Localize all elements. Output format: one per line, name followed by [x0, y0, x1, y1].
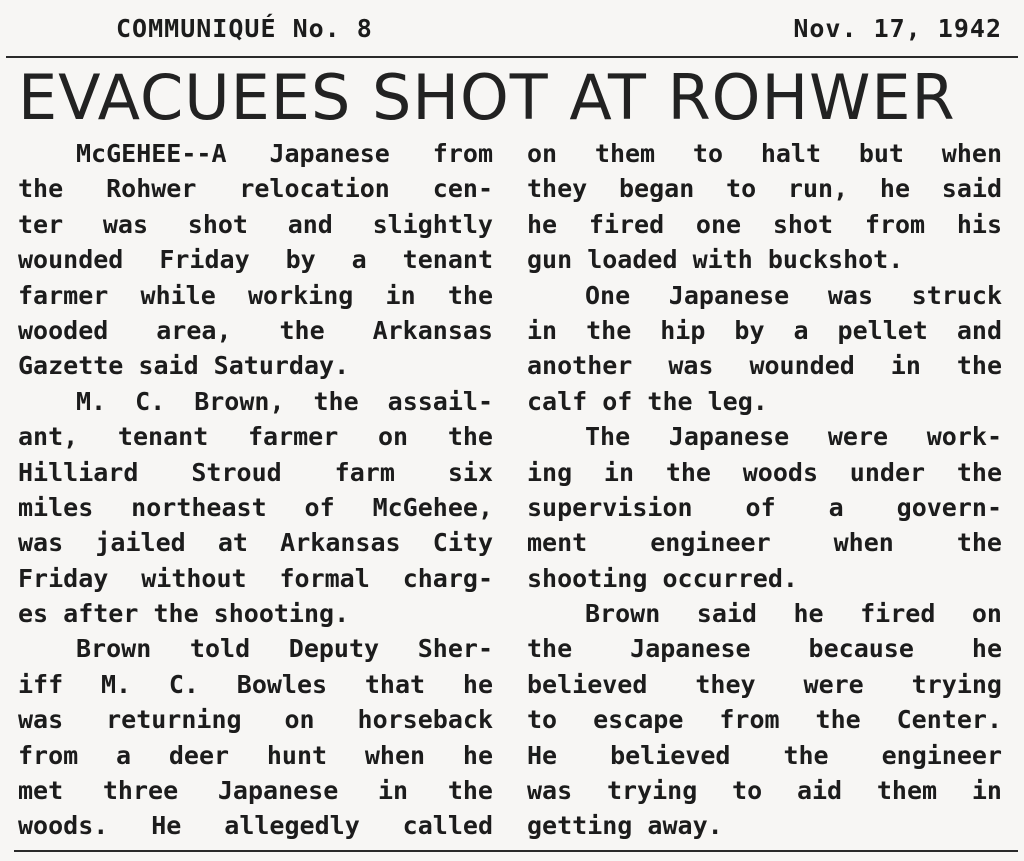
article-line: on them to halt but when — [527, 139, 1002, 168]
article-line: was jailed at Arkansas City — [18, 528, 493, 558]
article-line: believed they were trying — [527, 669, 1002, 699]
article-line: gun loaded with buckshot. — [527, 245, 904, 275]
bottom-rule — [14, 850, 1018, 852]
article-line: ant, tenant farmer on the — [18, 422, 493, 452]
article-line: ter was shot and slightly — [18, 209, 493, 239]
communique-header — [0, 14, 1024, 48]
article-line: es after the shooting. — [18, 599, 350, 629]
article-line: farmer while working in the — [18, 280, 493, 310]
article-line: the Rohwer relocation cen- — [18, 174, 493, 204]
article-line: met three Japanese in the — [18, 776, 493, 806]
article-column-right — [527, 136, 1002, 844]
headline: EVACUEES SHOT AT ROHWER — [18, 61, 956, 134]
article-line: He believed the engineer — [527, 740, 1002, 770]
article-line: McGEHEE--A Japanese from — [76, 139, 493, 168]
article-line: The Japanese were work- — [585, 422, 1002, 452]
article-line: shooting occurred. — [527, 563, 798, 593]
article-line: another was wounded in the — [527, 351, 1002, 381]
article-line: in the hip by a pellet and — [527, 315, 1002, 345]
communique-number: COMMUNIQUÉ No. 8 — [116, 14, 373, 43]
article-line: he fired one shot from his — [527, 209, 1002, 239]
article-line: ing in the woods under the — [527, 457, 1002, 487]
article-line: wounded Friday by a tenant — [18, 245, 493, 275]
article-line: Hilliard Stroud farm six — [18, 457, 493, 487]
article-line: was returning on horseback — [18, 705, 493, 735]
article-line: was trying to aid them in — [527, 776, 1002, 806]
article-line: M. C. Brown, the assail- — [76, 386, 493, 416]
article-line: the Japanese because he — [527, 634, 1002, 664]
article-line: One Japanese was struck — [585, 280, 1002, 310]
article-line: miles northeast of McGehee, — [18, 492, 493, 522]
article-line: Gazette said Saturday. — [18, 351, 350, 381]
communique-date: Nov. 17, 1942 — [793, 14, 1002, 43]
article-line: Brown said he fired on — [585, 599, 1002, 629]
article-line: from a deer hunt when he — [18, 740, 493, 770]
article-line: wooded area, the Arkansas — [18, 315, 493, 345]
article-line: calf of the leg. — [527, 386, 768, 416]
article-line: Brown told Deputy Sher- — [76, 634, 493, 664]
article-line: getting away. — [527, 811, 723, 841]
article-line: woods. He allegedly called — [18, 811, 493, 841]
top-rule — [6, 56, 1018, 58]
article-line: iff M. C. Bowles that he — [18, 669, 493, 699]
article-line: to escape from the Center. — [527, 705, 1002, 735]
article-line: they began to run, he said — [527, 174, 1002, 204]
article-column-left — [18, 136, 493, 844]
article-line: ment engineer when the — [527, 528, 1002, 558]
article-line: supervision of a govern- — [527, 492, 1002, 522]
article-line: Friday without formal charg- — [18, 563, 493, 593]
